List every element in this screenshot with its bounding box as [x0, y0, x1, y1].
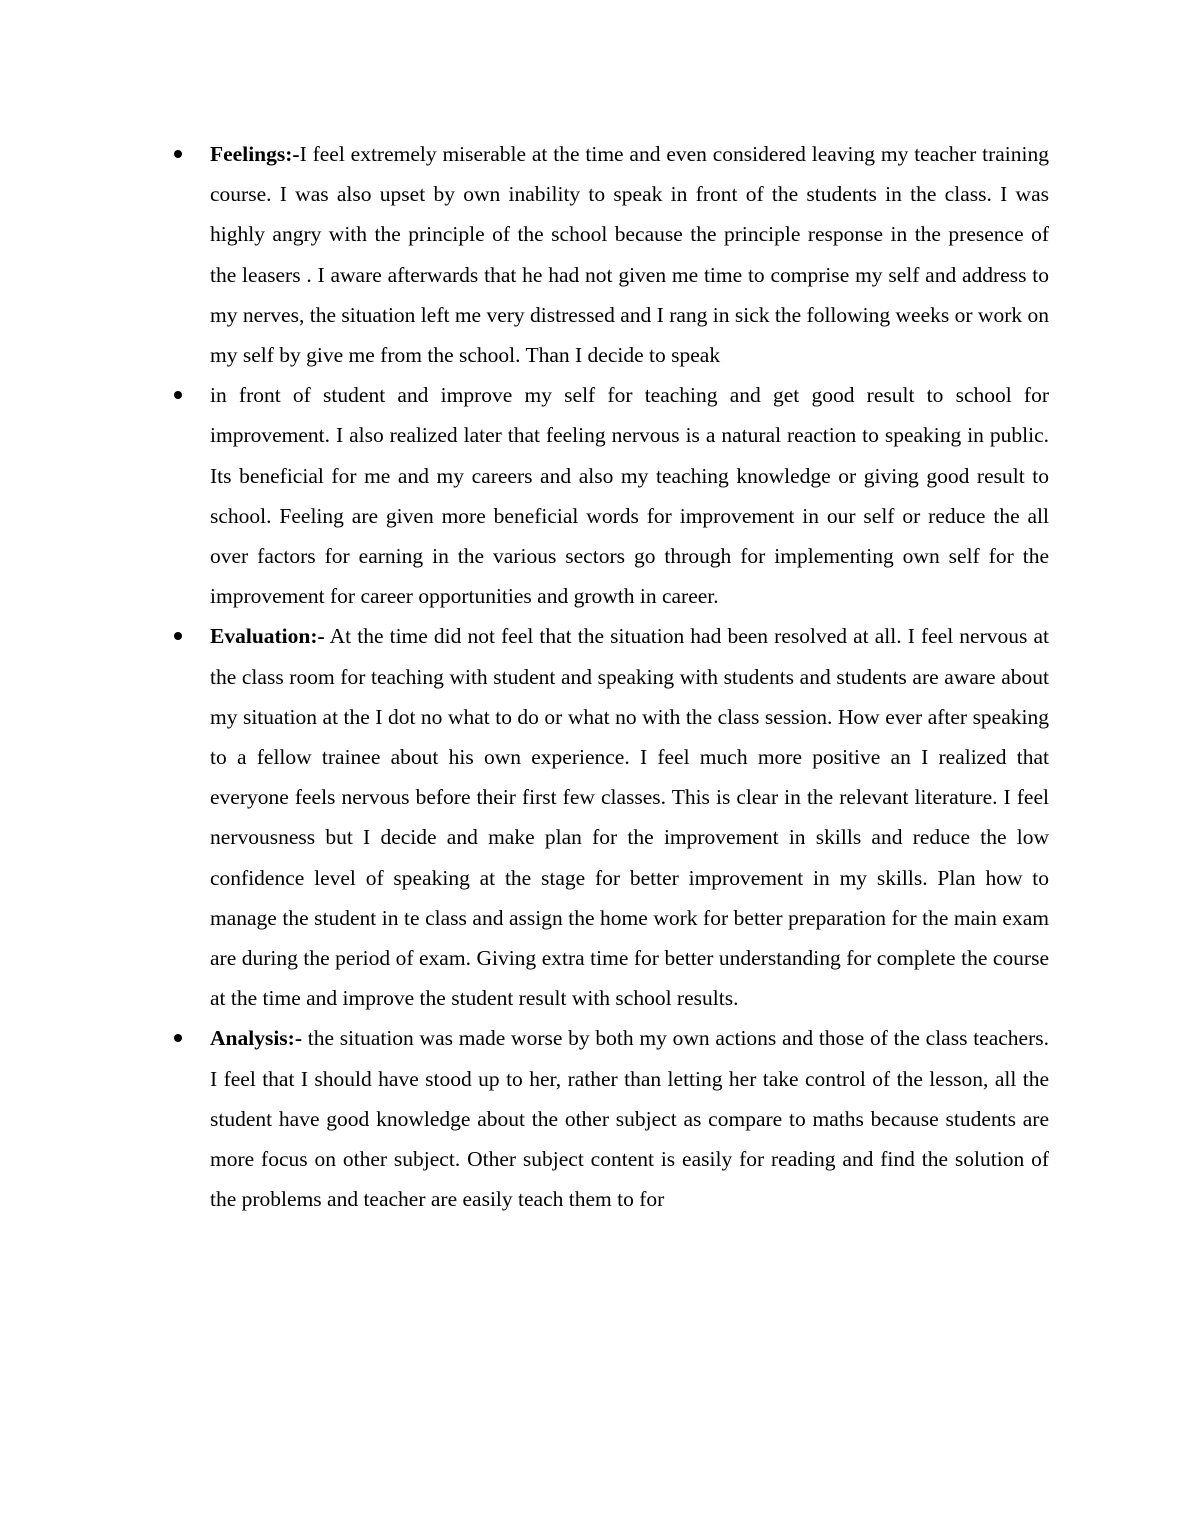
bullet-list [210, 134, 1049, 1219]
bullet-icon [174, 616, 186, 656]
list-item-continuation [210, 375, 1049, 616]
list-item-evaluation [210, 616, 1049, 1018]
bullet-icon [174, 1018, 186, 1058]
list-item-feelings [210, 134, 1049, 375]
bullet-icon [174, 375, 186, 415]
item-text: the situation was made worse by both my own actions and those of the class teachers. I feel that I should have stood up to her, rather than letting her take control of the lesson, all the student have good knowledge about the other subject as compare to maths because students are more focus on other subject. Other subject content is easily for reading and find the solution of the problems and teacher are easily teach them to for [210, 1026, 1049, 1212]
item-text: in front of student and improve my self for teaching and get good result to school for improvement. I also realized later that feeling nervous is a natural reaction to speaking in public. Its beneficial for me and my careers and also my teaching knowledge or giving good result to school. Feeling are given more beneficial words for improvement in our self or reduce the all over factors for earning in the various sectors go through for implementing own self for the improvement for career opportunities and growth in career. [210, 383, 1049, 609]
item-text: I feel extremely miserable at the time and even considered leaving my teacher training course. I was also upset by own inability to speak in front of the students in the class. I was highly angry with the principle of the school because the principle response in the presence of the leasers . I aware afterwards that he had not given me time to comprise my self and address to my nerves, the situation left me very distressed and I rang in sick the following weeks or work on my self by give me from the school. Than I decide to speak [210, 142, 1049, 368]
list-item-analysis [210, 1018, 1049, 1219]
item-heading: Feelings:- [210, 142, 300, 166]
item-heading: Analysis:- [210, 1026, 302, 1051]
item-heading: Evaluation:- [210, 624, 325, 649]
item-text: At the time did not feel that the situation had been resolved at all. I feel nervous at the class room for teaching with student and speaking with students and students are aware about my situation at the I dot no what to do or what no with the class session. How ever after speaking to a fellow trainee about his own experience. I feel much more positive an I realized that everyone feels nervous before their first few classes. This is clear in the relevant literature. I feel nervousness but I decide and make plan for the improvement in skills and reduce the low confidence level of speaking at the stage for better improvement in my skills. Plan how to manage the student in te class and assign the home work for better preparation for the main exam are during the period of exam. Giving extra time for better understanding for complete the course at the time and improve the student result with school results. [210, 624, 1049, 1011]
bullet-icon [174, 134, 186, 174]
